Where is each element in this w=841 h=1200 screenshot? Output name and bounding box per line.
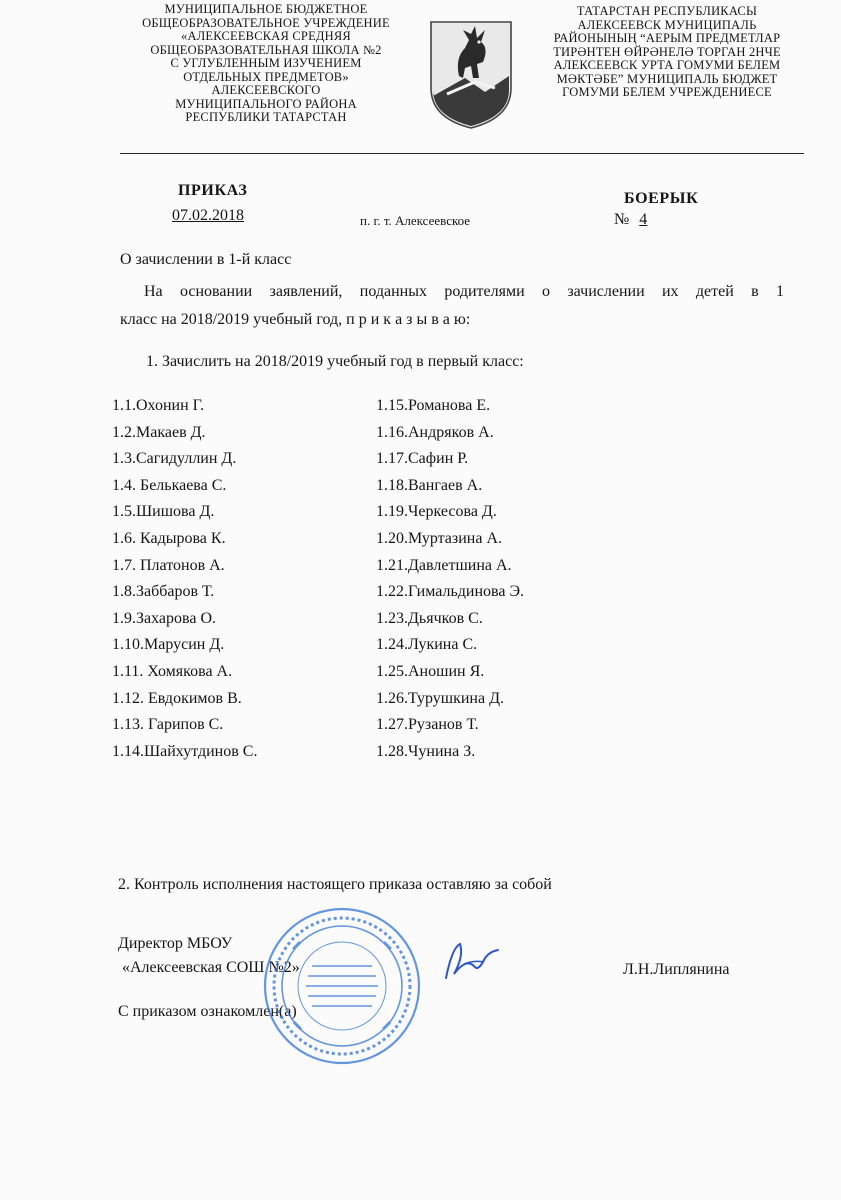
order-preamble bbox=[120, 278, 784, 334]
list-item: 1.18.Вангаев А. bbox=[376, 476, 483, 494]
header-left-line: МУНИЦИПАЛЬНОЕ БЮДЖЕТНОЕ bbox=[164, 2, 368, 16]
list-item: 1.28.Чунина З. bbox=[376, 742, 476, 760]
list-item: 1.6. Кадырова К. bbox=[112, 529, 226, 547]
student-list-left bbox=[112, 393, 257, 765]
list-item: 1.8.Заббаров Т. bbox=[112, 583, 215, 601]
header-left-line: РЕСПУБЛИКИ ТАТАРСТАН bbox=[185, 110, 347, 124]
list-item: 1.9.Захарова О. bbox=[112, 609, 217, 627]
header-right-line: ТАТАРСТАН РЕСПУБЛИКАСЫ bbox=[576, 4, 758, 18]
list-item: 1.22.Гимальдинова Э. bbox=[376, 583, 525, 601]
list-item: 1.27.Рузанов Т. bbox=[376, 716, 479, 734]
header-left-line: ОБЩЕОБРАЗОВАТЕЛЬНОЕ УЧРЕЖДЕНИЕ bbox=[142, 15, 390, 30]
header-left-line: АЛЕКСЕЕВСКОГО bbox=[211, 83, 321, 97]
list-item: 1.26.Турушкина Д. bbox=[376, 689, 504, 707]
header-left-line: С УГЛУБЛЕННЫМ ИЗУЧЕНИЕМ bbox=[170, 56, 362, 70]
order-number bbox=[614, 211, 647, 229]
header-right-line: ТИРӘНТЕН ӨЙРӘНЕЛӘ ТОРГАН 2НЧЕ bbox=[553, 44, 781, 59]
list-item: 1.17.Сафин Р. bbox=[376, 450, 469, 468]
order-title-ru: ПРИКАЗ bbox=[178, 182, 248, 199]
list-item: 1.7. Платонов А. bbox=[112, 556, 225, 574]
header-left-line: ОБЩЕОБРАЗОВАТЕЛЬНАЯ ШКОЛА №2 bbox=[150, 42, 382, 57]
list-item: 1.11. Хомякова А. bbox=[112, 662, 233, 680]
order-item-1: 1. Зачислить на 2018/2019 учебный год в первый класс: bbox=[146, 353, 524, 370]
header-divider bbox=[120, 153, 804, 154]
director-signature-icon bbox=[440, 938, 502, 983]
order-subject: О зачислении в 1-й класс bbox=[120, 251, 292, 268]
header-left-line: МУНИЦИПАЛЬНОГО РАЙОНА bbox=[175, 96, 357, 111]
preamble-line-1: На основании заявлений, поданных родителями о зачислении их детей в 1 bbox=[144, 283, 784, 300]
list-item: 1.3.Сагидуллин Д. bbox=[112, 450, 237, 468]
list-item: 1.12. Евдокимов В. bbox=[112, 689, 242, 707]
header-right-block bbox=[536, 5, 798, 100]
acknowledgement-line: С приказом ознакомлен(а) bbox=[118, 1003, 297, 1020]
header-left-line: ОТДЕЛЬНЫХ ПРЕДМЕТОВ» bbox=[183, 69, 349, 84]
header-left-block bbox=[118, 3, 414, 125]
list-item: 1.13. Гарипов С. bbox=[112, 716, 224, 734]
list-item: 1.21.Давлетшина А. bbox=[376, 556, 512, 574]
order-date: 07.02.2018 bbox=[172, 207, 244, 224]
director-name: Л.Н.Липлянина bbox=[623, 961, 730, 978]
list-item: 1.2.Макаев Д. bbox=[112, 423, 206, 441]
list-item: 1.14.Шайхутдинов С. bbox=[112, 742, 258, 760]
header-right-line: АЛЕКСЕЕВСК МУНИЦИПАЛЬ bbox=[577, 17, 757, 32]
preamble-line-2: класс на 2018/2019 учебный год, п р и к а з ы в а ю: bbox=[120, 311, 471, 328]
list-item: 1.24.Лукина С. bbox=[376, 636, 478, 654]
municipal-coat-of-arms-icon bbox=[425, 18, 517, 130]
order-number-value: 4 bbox=[639, 211, 648, 228]
order-title-tt: БОЕРЫК bbox=[624, 190, 699, 207]
list-item: 1.25.Аношин Я. bbox=[376, 662, 485, 680]
header-right-line: РАЙОНЫНЫҢ “АЕРЫМ ПРЕДМЕТЛАР bbox=[553, 31, 781, 45]
header-right-line: ГОМУМИ БЕЛЕМ УЧРЕЖДЕНИЕСЕ bbox=[562, 85, 772, 99]
list-item: 1.5.Шишова Д. bbox=[112, 503, 215, 521]
list-item: 1.1.Охонин Г. bbox=[112, 397, 205, 414]
director-title: Директор МБОУ bbox=[118, 935, 233, 952]
order-number-label: № bbox=[614, 211, 630, 228]
official-stamp-icon bbox=[262, 906, 422, 1066]
order-place: п. г. т. Алексеевское bbox=[360, 213, 471, 228]
order-item-2: 2. Контроль исполнения настоящего приказа оставляю за собой bbox=[118, 876, 552, 893]
list-item: 1.15.Романова Е. bbox=[376, 397, 491, 414]
list-item: 1.4. Белькаева С. bbox=[112, 476, 227, 494]
header-right-line: МӘКТӘБЕ” МУНИЦИПАЛЬ БЮДЖЕТ bbox=[556, 71, 778, 86]
header-left-line: «АЛЕКСЕЕВСКАЯ СРЕДНЯЯ bbox=[181, 29, 351, 43]
list-item: 1.16.Андряков А. bbox=[376, 423, 494, 441]
list-item: 1.20.Муртазина А. bbox=[376, 529, 503, 547]
director-school: «Алексеевская СОШ №2» bbox=[122, 959, 300, 976]
header-right-line: АЛЕКСЕЕВСК УРТА ГОМУМИ БЕЛЕМ bbox=[553, 58, 781, 72]
list-item: 1.19.Черкесова Д. bbox=[376, 503, 497, 521]
student-list-right bbox=[376, 393, 524, 765]
list-item: 1.23.Дьячков С. bbox=[376, 609, 483, 627]
list-item: 1.10.Марусин Д. bbox=[112, 636, 225, 654]
